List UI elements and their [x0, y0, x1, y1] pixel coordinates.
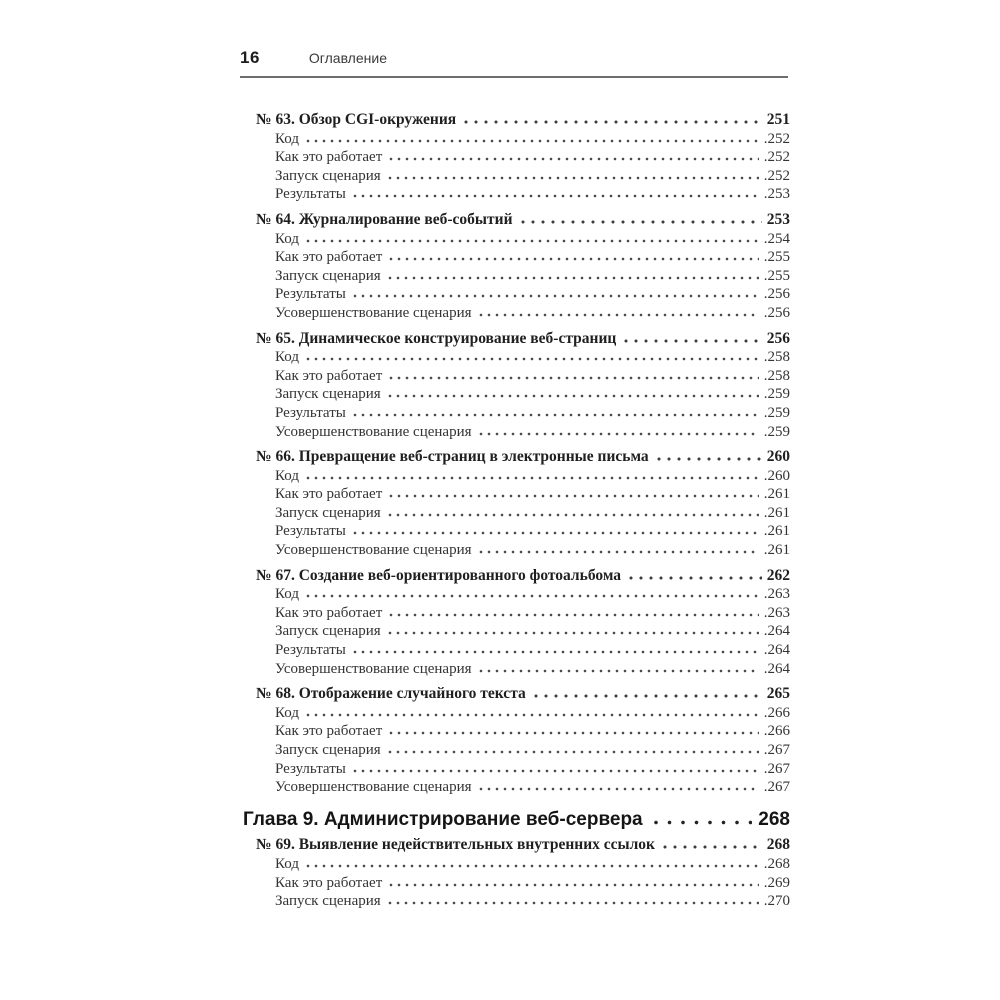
toc-row-page: .264: [763, 660, 790, 677]
toc-row-page: .266: [763, 723, 790, 740]
dot-leader: [386, 631, 759, 635]
toc-row-sub: [243, 704, 790, 723]
toc-row-page: .259: [763, 386, 790, 403]
page-header: [240, 48, 788, 78]
dot-leader: [650, 820, 753, 825]
toc-row-page: .263: [763, 604, 790, 621]
toc-row-title: № 66. Превращение веб-страниц в электронные письма: [256, 448, 649, 466]
toc-row-sub: [243, 367, 790, 386]
toc-row-sub: [243, 485, 790, 504]
toc-row-sub: [243, 641, 790, 660]
toc-row-title: Усовершенствование сценария: [275, 779, 472, 796]
toc-row-page: .269: [763, 874, 790, 891]
dot-leader: [351, 194, 759, 198]
dot-leader: [386, 513, 759, 517]
toc-row-title: № 68. Отображение случайного текста: [256, 685, 526, 703]
page-number: 16: [240, 48, 260, 67]
toc-row-title: Результаты: [275, 186, 346, 203]
toc-row-title: Как это работает: [275, 367, 383, 384]
toc-row-title: Результаты: [275, 523, 346, 540]
dot-leader: [477, 313, 759, 317]
toc-row-page: .263: [763, 586, 790, 603]
toc-row-page: .255: [763, 249, 790, 266]
dot-leader: [387, 494, 759, 498]
dot-leader: [477, 432, 759, 436]
toc-row-page: .261: [763, 504, 790, 521]
toc-row-title: Код: [275, 230, 299, 247]
toc-row-sub: [243, 760, 790, 779]
toc-row-page: 256: [766, 329, 790, 347]
toc-row-title: № 67. Создание веб-ориентированного фотоальбома: [256, 566, 622, 584]
toc-row-sub: [243, 404, 790, 423]
toc-row-page: .258: [763, 349, 790, 366]
toc-row-sub: [243, 423, 790, 442]
toc-row-page: 268: [758, 808, 790, 830]
dot-leader: [654, 457, 762, 461]
toc-row-sub: [243, 660, 790, 679]
dot-leader: [387, 613, 759, 617]
toc-row-title: Глава 9. Администрирование веб-сервера: [243, 808, 643, 830]
dot-leader: [304, 864, 759, 868]
toc-row-page: .270: [763, 893, 790, 910]
dot-leader: [518, 220, 762, 224]
toc-row-page: .256: [763, 286, 790, 303]
toc-row-title: Запуск сценария: [275, 893, 381, 910]
dot-leader: [626, 576, 762, 580]
toc-row-sub: [243, 248, 790, 267]
toc-row-page: 253: [766, 210, 790, 228]
toc-row-sub: [243, 467, 790, 486]
dot-leader: [660, 845, 762, 849]
toc-row-page: .264: [763, 623, 790, 640]
toc-row-title: Запуск сценария: [275, 742, 381, 758]
toc-row-page: .259: [763, 423, 790, 440]
dot-leader: [304, 239, 759, 243]
toc-row-sub: [243, 541, 790, 560]
toc-row-page: .256: [763, 304, 790, 321]
toc-row-sub: [243, 185, 790, 204]
dot-leader: [304, 357, 759, 361]
toc-row-title: Запуск сценария: [275, 623, 381, 640]
toc-row-page: .268: [763, 855, 790, 872]
dot-leader: [386, 394, 759, 398]
toc-row-title: Код: [275, 704, 299, 721]
toc-row-sub: [243, 167, 790, 186]
toc-row-entry: [243, 111, 790, 130]
toc-row-title: Код: [275, 586, 299, 603]
toc-row-page: .267: [763, 779, 790, 796]
dot-leader: [387, 731, 759, 735]
toc-row-title: Как это работает: [275, 723, 383, 740]
toc-row-sub: [243, 267, 790, 286]
toc-row-entry: [243, 685, 790, 704]
toc-row-title: Код: [275, 467, 299, 484]
toc-row-page: .259: [763, 404, 790, 421]
toc-row-title: Как это работает: [275, 874, 383, 891]
toc-row-title: Как это работает: [275, 149, 383, 166]
dot-leader: [387, 883, 759, 887]
toc-row-title: Запуск сценария: [275, 504, 381, 521]
toc-row-entry: [243, 448, 790, 467]
toc-row-page: .258: [763, 367, 790, 384]
toc-row-sub: [243, 130, 790, 149]
dot-leader: [304, 139, 759, 143]
toc-row-title: № 64. Журналирование веб-событий: [256, 210, 513, 228]
toc-row-title: Результаты: [275, 286, 346, 303]
toc-row-sub: [243, 504, 790, 523]
dot-leader: [386, 750, 759, 754]
toc-row-page: .267: [763, 760, 790, 777]
toc-row-title: Как это работает: [275, 486, 383, 503]
toc-row-page: .252: [763, 149, 790, 166]
toc-row-sub: [243, 892, 790, 911]
toc-row-page: .267: [763, 742, 790, 758]
toc-row-title: Усовершенствование сценария: [275, 542, 472, 559]
dot-leader: [386, 176, 759, 180]
toc-row-page: 265: [766, 685, 790, 703]
dot-leader: [351, 650, 759, 654]
toc-row-page: .253: [763, 186, 790, 203]
toc-row-title: Как это работает: [275, 249, 383, 266]
toc-row-page: 251: [766, 111, 790, 128]
toc-list: [243, 104, 790, 911]
toc-row-sub: [243, 874, 790, 893]
toc-row-title: № 69. Выявление недействительных внутренних ссылок: [256, 836, 655, 854]
toc-row-chapter: [243, 808, 790, 830]
toc-row-page: .264: [763, 642, 790, 659]
toc-row-page: .261: [763, 542, 790, 559]
toc-row-page: .255: [763, 267, 790, 284]
toc-row-sub: [243, 778, 790, 797]
toc-row-sub: [243, 855, 790, 874]
toc-row-title: Результаты: [275, 642, 346, 659]
toc-row-title: Как это работает: [275, 604, 383, 621]
toc-row-page: 268: [766, 836, 790, 854]
toc-row-sub: [243, 285, 790, 304]
toc-row-page: .261: [763, 523, 790, 540]
dot-leader: [387, 257, 759, 261]
toc-row-page: .252: [763, 130, 790, 147]
dot-leader: [387, 376, 759, 380]
header-title: Оглавление: [308, 50, 387, 66]
dot-leader: [351, 769, 759, 773]
toc-row-entry: [243, 836, 790, 855]
toc-row-sub: [243, 385, 790, 404]
toc-row-entry: [243, 567, 790, 586]
toc-row-page: .260: [763, 467, 790, 484]
toc-row-title: Результаты: [275, 404, 346, 421]
toc-row-title: Усовершенствование сценария: [275, 304, 472, 321]
toc-row-sub: [243, 722, 790, 741]
toc-row-sub: [243, 622, 790, 641]
toc-row-title: Код: [275, 855, 299, 872]
toc-row-page: 260: [766, 448, 790, 466]
toc-row-sub: [243, 148, 790, 167]
toc-row-sub: [243, 348, 790, 367]
toc-row-title: Результаты: [275, 760, 346, 777]
toc-row-page: .266: [763, 704, 790, 721]
dot-leader: [304, 713, 759, 717]
dot-leader: [477, 669, 759, 673]
toc-row-sub: [243, 230, 790, 249]
toc-row-sub: [243, 585, 790, 604]
toc-row-title: № 63. Обзор CGI-окружения: [256, 111, 457, 128]
dot-leader: [304, 476, 759, 480]
toc-row-title: № 65. Динамическое конструирование веб-страниц: [256, 329, 617, 347]
toc-row-sub: [243, 304, 790, 323]
toc-row-title: Запуск сценария: [275, 167, 381, 184]
dot-leader: [477, 550, 759, 554]
toc-row-title: Усовершенствование сценария: [275, 660, 472, 677]
dot-leader: [351, 413, 759, 417]
dot-leader: [386, 901, 759, 905]
toc-row-sub: [243, 604, 790, 623]
dot-leader: [304, 594, 759, 598]
toc-row-title: Запуск сценария: [275, 386, 381, 403]
dot-leader: [351, 531, 759, 535]
dot-leader: [386, 276, 759, 280]
toc-row-entry: [243, 211, 790, 230]
toc-row-page: .254: [763, 230, 790, 247]
toc-row-title: Усовершенствование сценария: [275, 423, 472, 440]
dot-leader: [387, 157, 759, 161]
toc-row-entry: [243, 330, 790, 349]
dot-leader: [621, 339, 761, 343]
dot-leader: [461, 120, 762, 124]
dot-leader: [531, 694, 762, 698]
toc-row-title: Запуск сценария: [275, 267, 381, 284]
toc-row-sub: [243, 522, 790, 541]
toc-row-page: .252: [763, 167, 790, 184]
dot-leader: [477, 787, 759, 791]
toc-row-page: .261: [763, 486, 790, 503]
toc-row-title: Код: [275, 130, 299, 147]
toc-row-sub: [243, 741, 790, 760]
dot-leader: [351, 294, 759, 298]
toc-row-page: 262: [766, 566, 790, 584]
toc-row-title: Код: [275, 349, 299, 366]
